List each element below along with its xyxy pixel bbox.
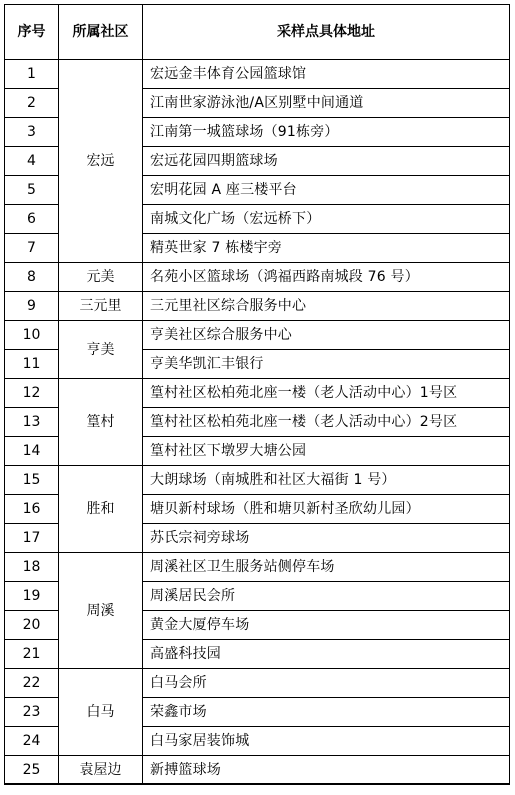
address-cell: 精英世家 7 栋楼宇旁	[143, 234, 510, 263]
address-cell: 宏远金丰体育公园篮球馆	[143, 60, 510, 89]
address-cell: 白马会所	[143, 669, 510, 698]
table-row	[5, 292, 510, 321]
row-index: 18	[5, 553, 59, 582]
row-index: 6	[5, 205, 59, 234]
address-cell: 大朗球场（南城胜和社区大福街 1 号）	[143, 466, 510, 495]
address-cell: 周溪居民会所	[143, 582, 510, 611]
row-index: 20	[5, 611, 59, 640]
community-cell: 篁村	[59, 379, 143, 466]
address-cell: 苏氏宗祠旁球场	[143, 524, 510, 553]
address-cell: 名苑小区篮球场（鸿福西路南城段 76 号）	[143, 263, 510, 292]
row-index: 12	[5, 379, 59, 408]
address-cell: 新搏篮球场	[143, 756, 510, 785]
address-cell: 高盛科技园	[143, 640, 510, 669]
row-index: 24	[5, 727, 59, 756]
row-index: 2	[5, 89, 59, 118]
community-cell: 亨美	[59, 321, 143, 379]
table-row	[5, 756, 510, 785]
address-cell: 江南世家游泳池/A区别墅中间通道	[143, 89, 510, 118]
table-row	[5, 553, 510, 582]
table-row	[5, 379, 510, 408]
row-index: 14	[5, 437, 59, 466]
row-index: 16	[5, 495, 59, 524]
row-index: 21	[5, 640, 59, 669]
row-index: 11	[5, 350, 59, 379]
row-index: 8	[5, 263, 59, 292]
table-row	[5, 60, 510, 89]
community-cell: 白马	[59, 669, 143, 756]
row-index: 7	[5, 234, 59, 263]
address-cell: 白马家居装饰城	[143, 727, 510, 756]
row-index: 9	[5, 292, 59, 321]
row-index: 4	[5, 147, 59, 176]
header-index: 序号	[5, 5, 59, 60]
address-cell: 亨美华凯汇丰银行	[143, 350, 510, 379]
address-cell: 宏远花园四期篮球场	[143, 147, 510, 176]
row-index: 17	[5, 524, 59, 553]
address-cell: 周溪社区卫生服务站侧停车场	[143, 553, 510, 582]
row-index: 19	[5, 582, 59, 611]
table-header-row	[5, 5, 510, 60]
row-index: 1	[5, 60, 59, 89]
row-index: 3	[5, 118, 59, 147]
community-cell: 元美	[59, 263, 143, 292]
row-index: 13	[5, 408, 59, 437]
community-cell: 周溪	[59, 553, 143, 669]
row-index: 25	[5, 756, 59, 785]
table-row	[5, 669, 510, 698]
address-cell: 荣鑫市场	[143, 698, 510, 727]
header-address: 采样点具体地址	[143, 5, 510, 60]
table-row	[5, 263, 510, 292]
row-index: 23	[5, 698, 59, 727]
table-row	[5, 466, 510, 495]
address-cell: 篁村社区下墩罗大塘公园	[143, 437, 510, 466]
row-index: 15	[5, 466, 59, 495]
address-cell: 南城文化广场（宏远桥下）	[143, 205, 510, 234]
header-community: 所属社区	[59, 5, 143, 60]
table-body	[5, 60, 510, 785]
address-cell: 江南第一城篮球场（91栋旁）	[143, 118, 510, 147]
address-cell: 三元里社区综合服务中心	[143, 292, 510, 321]
community-cell: 胜和	[59, 466, 143, 553]
sampling-sites-table	[4, 4, 510, 785]
address-cell: 亨美社区综合服务中心	[143, 321, 510, 350]
community-cell: 三元里	[59, 292, 143, 321]
address-cell: 塘贝新村球场（胜和塘贝新村圣欣幼儿园）	[143, 495, 510, 524]
row-index: 5	[5, 176, 59, 205]
address-cell: 黄金大厦停车场	[143, 611, 510, 640]
row-index: 22	[5, 669, 59, 698]
row-index: 10	[5, 321, 59, 350]
address-cell: 宏明花园 A 座三楼平台	[143, 176, 510, 205]
community-cell: 袁屋边	[59, 756, 143, 785]
document-page	[4, 4, 509, 795]
community-cell: 宏远	[59, 60, 143, 263]
table-row	[5, 321, 510, 350]
address-cell: 篁村社区松柏苑北座一楼（老人活动中心）1号区	[143, 379, 510, 408]
address-cell: 篁村社区松柏苑北座一楼（老人活动中心）2号区	[143, 408, 510, 437]
